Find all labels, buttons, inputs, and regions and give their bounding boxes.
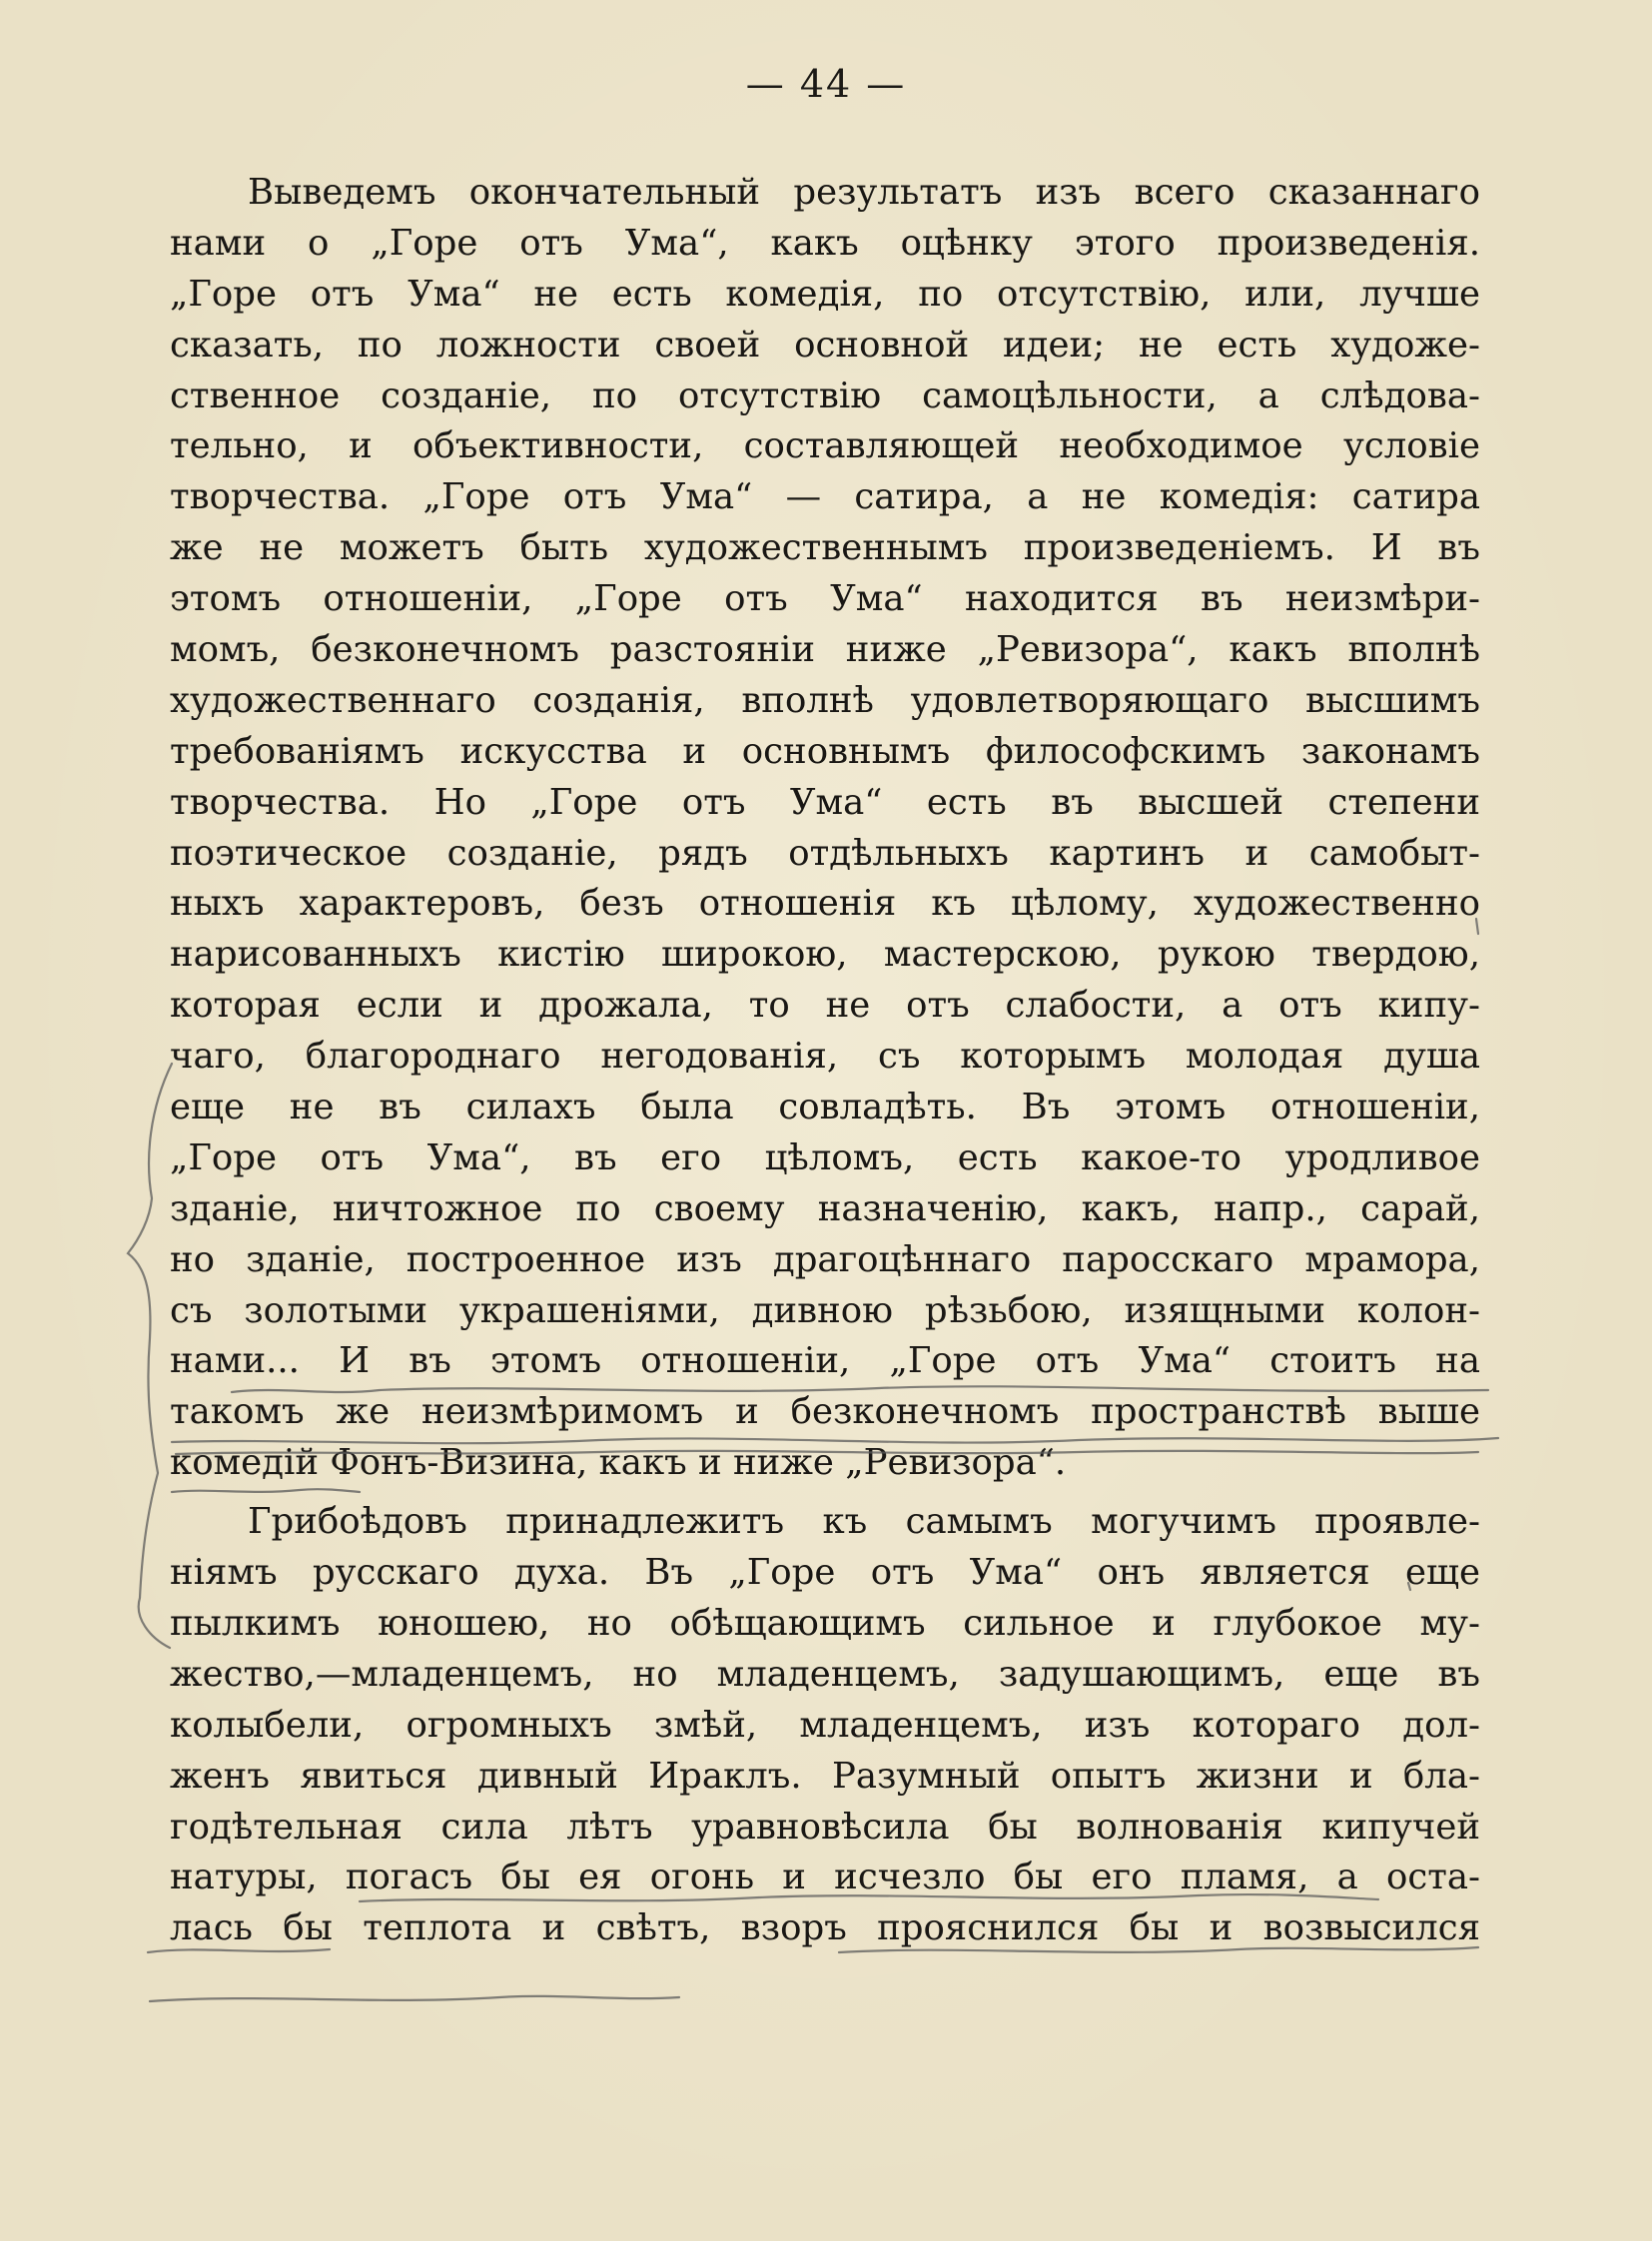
text-line: которая если и дрожала, то не отъ слабости, а отъ кипу- xyxy=(170,985,1480,1027)
text-line: съ золотыми украшеніями, дивною рѣзьбою, изящными колон- xyxy=(170,1289,1480,1331)
text-line: еще не въ силахъ была совладѣть. Въ этомъ отношеніи, xyxy=(170,1087,1480,1128)
text-line: Выведемъ окончательный результатъ изъ всего сказаннаго xyxy=(248,172,1480,213)
text-line: годѣтельная сила лѣтъ уравновѣсила бы волнованія кипучей xyxy=(170,1806,1480,1848)
text-line: „Горе отъ Ума“, въ его цѣломъ, есть какое-то уродливое xyxy=(170,1136,1480,1178)
text-line: этомъ отношеніи, „Горе отъ Ума“ находится въ неизмѣри- xyxy=(170,578,1480,620)
text-line: сказать, по ложности своей основной идеи; не есть художе- xyxy=(170,324,1480,366)
text-line: такомъ же неизмѣримомъ и безконечномъ пространствѣ выше xyxy=(170,1391,1480,1433)
text-line: художественнаго созданія, вполнѣ удовлетворяющаго высшимъ xyxy=(170,679,1480,721)
underline-mark xyxy=(150,1996,679,2001)
text-line: ніямъ русскаго духа. Въ „Горе отъ Ума“ онъ является еще xyxy=(170,1552,1480,1594)
text-line: комедій Фонъ-Визина, какъ и ниже „Ревизора“. xyxy=(170,1442,1067,1484)
text-line: же не можетъ быть художественнымъ произведеніемъ. И въ xyxy=(170,527,1480,569)
text-line: зданіе, ничтожное по своему назначенію, какъ, напр., сарай, xyxy=(170,1187,1480,1229)
text-line: женъ явиться дивный Ираклъ. Разумный опытъ жизни и бла- xyxy=(170,1755,1480,1797)
text-line: чаго, благороднаго негодованія, съ которымъ молодая душа xyxy=(170,1036,1480,1078)
text-line: нарисованныхъ кистію широкою, мастерскою, рукою твердою, xyxy=(170,934,1480,976)
text-line: творчества. „Горе отъ Ума“ — сатира, а не комедія: сатира xyxy=(170,476,1480,518)
text-line: нами... И въ этомъ отношеніи, „Горе отъ Ума“ стоитъ на xyxy=(170,1340,1480,1382)
text-line: колыбели, огромныхъ змѣй, младенцемъ, изъ котораго дол- xyxy=(170,1704,1480,1746)
margin-bracket-mark xyxy=(128,1064,172,1648)
text-line: поэтическое созданіе, рядъ отдѣльныхъ картинъ и самобыт- xyxy=(170,832,1480,874)
text-line: требованіямъ искусства и основнымъ философскимъ законамъ xyxy=(170,730,1480,772)
page-number: — 44 — xyxy=(745,62,907,106)
body-text xyxy=(170,168,1480,1954)
text-line: тельно, и объективности, составляющей необходимое условіе xyxy=(170,425,1480,467)
text-line: творчества. Но „Горе отъ Ума“ есть въ высшей степени xyxy=(170,781,1480,823)
text-line: ственное созданіе, по отсутствію самоцѣльности, а слѣдова- xyxy=(170,374,1480,416)
text-line: Грибоѣдовъ принадлежитъ къ самымъ могучимъ проявле- xyxy=(248,1501,1480,1543)
text-line: „Горе отъ Ума“ не есть комедія, по отсутствію, или, лучше xyxy=(170,273,1480,315)
text-line: ныхъ характеровъ, безъ отношенія къ цѣлому, художественно xyxy=(170,883,1480,925)
text-line: пылкимъ юношею, но обѣщающимъ сильное и глубокое му- xyxy=(170,1602,1480,1644)
text-line: жество,—младенцемъ, но младенцемъ, задушающимъ, еще въ xyxy=(170,1653,1480,1695)
text-line: но зданіе, построенное изъ драгоцѣннаго паросскаго мрамора, xyxy=(170,1238,1480,1280)
text-line: лась бы теплота и свѣтъ, взоръ прояснился бы и возвысился xyxy=(170,1907,1480,1949)
text-line: натуры, погасъ бы ея огонь и исчезло бы его пламя, а оста- xyxy=(170,1857,1480,1898)
text-line: нами о „Горе отъ Ума“, какъ оцѣнку этого произведенія. xyxy=(170,222,1480,264)
text-line: момъ, безконечномъ разстояніи ниже „Ревизора“, какъ вполнѣ xyxy=(170,629,1480,671)
